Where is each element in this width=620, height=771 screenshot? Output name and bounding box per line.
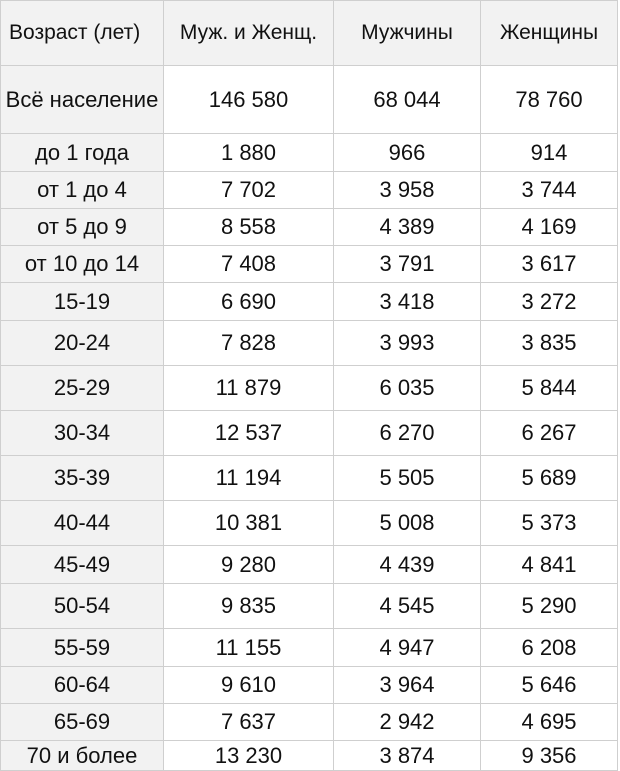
table-row xyxy=(1,172,618,209)
total-cell: 146 580 xyxy=(164,66,334,134)
table-header-row xyxy=(1,1,618,66)
total-cell: 9 610 xyxy=(164,667,334,704)
total-cell: 13 230 xyxy=(164,741,334,771)
total-cell: 12 537 xyxy=(164,411,334,456)
header-age: Возраст (лет) xyxy=(1,1,164,66)
table-row xyxy=(1,134,618,172)
age-cell: 30-34 xyxy=(1,411,164,456)
age-cell: до 1 года xyxy=(1,134,164,172)
men-cell: 3 418 xyxy=(334,283,481,321)
age-cell: 25-29 xyxy=(1,366,164,411)
table-row xyxy=(1,501,618,546)
table-row xyxy=(1,246,618,283)
men-cell: 6 270 xyxy=(334,411,481,456)
women-cell: 6 208 xyxy=(481,629,618,667)
men-cell: 3 958 xyxy=(334,172,481,209)
women-cell: 4 841 xyxy=(481,546,618,584)
age-cell: от 5 до 9 xyxy=(1,209,164,246)
age-cell: 40-44 xyxy=(1,501,164,546)
women-cell: 3 744 xyxy=(481,172,618,209)
men-cell: 6 035 xyxy=(334,366,481,411)
table-row xyxy=(1,321,618,366)
total-cell: 10 381 xyxy=(164,501,334,546)
women-cell: 6 267 xyxy=(481,411,618,456)
table-row xyxy=(1,546,618,584)
table-row xyxy=(1,366,618,411)
table-row xyxy=(1,667,618,704)
women-cell: 5 689 xyxy=(481,456,618,501)
women-cell: 78 760 xyxy=(481,66,618,134)
age-cell: Всё население xyxy=(1,66,164,134)
age-cell: 70 и более xyxy=(1,741,164,771)
table-row xyxy=(1,629,618,667)
women-cell: 3 835 xyxy=(481,321,618,366)
total-cell: 8 558 xyxy=(164,209,334,246)
men-cell: 4 439 xyxy=(334,546,481,584)
age-cell: от 1 до 4 xyxy=(1,172,164,209)
age-cell: 65-69 xyxy=(1,704,164,741)
table-row xyxy=(1,283,618,321)
women-cell: 4 695 xyxy=(481,704,618,741)
total-cell: 7 408 xyxy=(164,246,334,283)
total-cell: 9 280 xyxy=(164,546,334,584)
men-cell: 2 942 xyxy=(334,704,481,741)
age-cell: 55-59 xyxy=(1,629,164,667)
total-cell: 6 690 xyxy=(164,283,334,321)
women-cell: 5 373 xyxy=(481,501,618,546)
total-cell: 9 835 xyxy=(164,584,334,629)
women-cell: 5 844 xyxy=(481,366,618,411)
men-cell: 3 993 xyxy=(334,321,481,366)
men-cell: 4 389 xyxy=(334,209,481,246)
women-cell: 5 646 xyxy=(481,667,618,704)
men-cell: 68 044 xyxy=(334,66,481,134)
women-cell: 914 xyxy=(481,134,618,172)
women-cell: 3 272 xyxy=(481,283,618,321)
table-row xyxy=(1,209,618,246)
women-cell: 9 356 xyxy=(481,741,618,771)
total-cell: 7 637 xyxy=(164,704,334,741)
women-cell: 3 617 xyxy=(481,246,618,283)
men-cell: 966 xyxy=(334,134,481,172)
table-row xyxy=(1,584,618,629)
total-cell: 11 194 xyxy=(164,456,334,501)
table-row xyxy=(1,456,618,501)
table-row xyxy=(1,704,618,741)
age-cell: 45-49 xyxy=(1,546,164,584)
age-cell: 20-24 xyxy=(1,321,164,366)
age-cell: 60-64 xyxy=(1,667,164,704)
age-cell: от 10 до 14 xyxy=(1,246,164,283)
men-cell: 5 505 xyxy=(334,456,481,501)
men-cell: 3 791 xyxy=(334,246,481,283)
age-cell: 50-54 xyxy=(1,584,164,629)
header-men: Мужчины xyxy=(334,1,481,66)
total-cell: 7 828 xyxy=(164,321,334,366)
men-cell: 4 545 xyxy=(334,584,481,629)
total-cell: 11 879 xyxy=(164,366,334,411)
table-row xyxy=(1,741,618,771)
total-cell: 7 702 xyxy=(164,172,334,209)
men-cell: 3 964 xyxy=(334,667,481,704)
header-women: Женщины xyxy=(481,1,618,66)
table-row xyxy=(1,411,618,456)
women-cell: 5 290 xyxy=(481,584,618,629)
total-cell: 1 880 xyxy=(164,134,334,172)
men-cell: 4 947 xyxy=(334,629,481,667)
women-cell: 4 169 xyxy=(481,209,618,246)
men-cell: 3 874 xyxy=(334,741,481,771)
age-cell: 15-19 xyxy=(1,283,164,321)
table-row xyxy=(1,66,618,134)
total-cell: 11 155 xyxy=(164,629,334,667)
men-cell: 5 008 xyxy=(334,501,481,546)
header-total: Муж. и Женщ. xyxy=(164,1,334,66)
age-cell: 35-39 xyxy=(1,456,164,501)
